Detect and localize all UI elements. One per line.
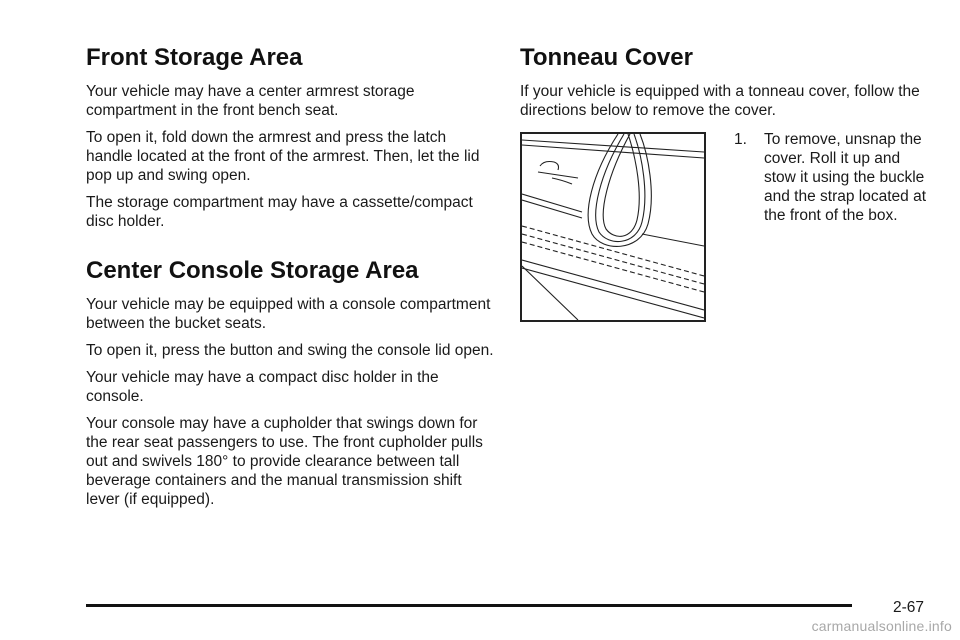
- front-storage-paragraph: The storage compartment may have a cassette/compact disc holder.: [86, 194, 473, 230]
- front-storage-paragraph: Your vehicle may have a center armrest storage compartment in the front bench seat.: [86, 83, 415, 119]
- step-1: [734, 130, 934, 225]
- step-number: 1.: [734, 131, 747, 148]
- tonneau-figure-row: [520, 128, 930, 328]
- front-storage-heading: Front Storage Area: [86, 44, 303, 71]
- footer-rule: [86, 604, 852, 607]
- front-storage-paragraph: To open it, fold down the armrest and press the latch handle located at the front of the armrest. Then, let the lid pop up and swing open.: [86, 129, 480, 184]
- center-console-paragraph: Your console may have a cupholder that swings down for the rear seat passengers to use. The front cupholder pulls out and swivels 180° to provide clearance between tall beverage containers and the manual transmission shift lever (if equipped).: [86, 415, 483, 508]
- left-column: [86, 44, 496, 517]
- tonneau-cover-illustration: [520, 132, 706, 322]
- center-console-paragraph: To open it, press the button and swing the console lid open.: [86, 342, 494, 359]
- tonneau-cover-drawing: [522, 134, 704, 320]
- tonneau-intro: If your vehicle is equipped with a tonneau cover, follow the directions below to remove the cover.: [520, 83, 920, 119]
- watermark: carmanualsonline.info: [811, 618, 952, 634]
- center-console-paragraph: Your vehicle may have a compact disc holder in the console.: [86, 369, 439, 405]
- step-text: To remove, unsnap the cover. Roll it up and stow it using the buckle and the strap located at the front of the box.: [764, 131, 927, 224]
- right-column: [520, 44, 930, 328]
- center-console-heading: Center Console Storage Area: [86, 257, 419, 284]
- page-number: 2-67: [893, 599, 925, 616]
- tonneau-heading: Tonneau Cover: [520, 44, 693, 71]
- center-console-paragraph: Your vehicle may be equipped with a console compartment between the bucket seats.: [86, 296, 491, 332]
